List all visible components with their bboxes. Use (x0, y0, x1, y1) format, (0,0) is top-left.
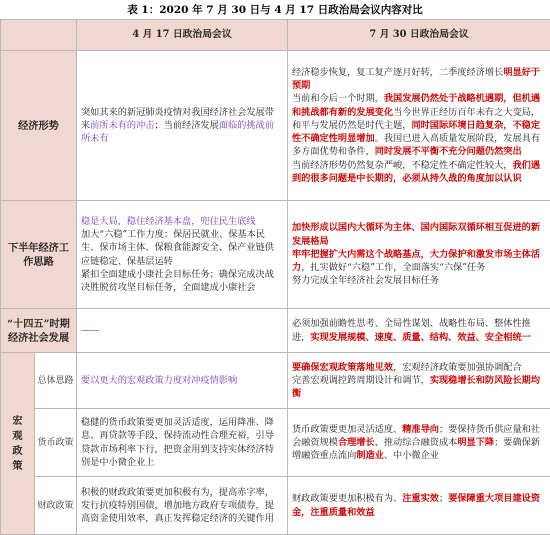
row-label-economy: 经济形势 (1, 51, 77, 201)
h2-july-p2 (292, 248, 546, 274)
highlight-text: 实现发展规模、速度、质量、结构、效益、安全相统一 (310, 332, 531, 343)
emphasis-text: 面临的挑战前所未有 (81, 120, 274, 144)
economy-july-p3 (292, 159, 546, 185)
fiscal-july-text (292, 492, 546, 518)
sublabel-overall: 总体思路 (35, 353, 77, 409)
header-row (1, 20, 550, 51)
macro-label: 宏观政策 (12, 414, 24, 474)
highlight-text: 我国发展仍然处于战略机遇期，但机遇和挑战都有新的发展变化 (292, 93, 540, 117)
highlight-text: 加快形成以国内大循环为主体、国内国际双循环相互促进的新发展格局 (292, 222, 540, 246)
h2-april-cell (77, 201, 288, 309)
body-text: 加大“六稳”工作力度：保居民就业、保基本民生、保市场主体、保粮食能源安全、保产业链供应链稳定、保基层运转 (81, 229, 274, 266)
body-text: 、中小微企业 (384, 450, 439, 461)
economy-april-text (81, 106, 283, 146)
h2-july-p1 (292, 221, 546, 247)
row-macro-monetary (1, 409, 550, 477)
emphasis-text: 前所未有的冲击 (90, 120, 154, 131)
body-text: 。我国已进入高质量发展阶段，发展具有多方面优势和条件， (292, 133, 540, 157)
overall-july-p2 (292, 374, 546, 400)
monetary-july-cell (288, 409, 550, 477)
body-text: 完善宏观调控跨周期设计和调节， (292, 375, 430, 386)
body-text: 突如其来的新冠肺炎疫情对我国经济社会发展带来 (81, 107, 274, 131)
highlight-text: 同时发展不平衡不充分问题仍然突出 (375, 146, 522, 157)
body-text: ；要确保新增融资重点流向 (292, 437, 540, 461)
h2-april-p3 (81, 268, 283, 294)
economy-july-p1 (292, 66, 546, 92)
body-text: ，扎实做好“六稳”工作，全面落实“六保”任务 (301, 262, 485, 273)
economy-july-p2 (292, 92, 546, 158)
h2-july-cell (288, 201, 550, 309)
highlight-text: 合理增长 (338, 437, 375, 448)
header-april: 4 月 17 日政治局会议 (77, 20, 288, 51)
body-text: 必须加强前瞻性思考、全局性谋划、战略性布局、整体性推进， (292, 318, 531, 342)
body-text: 当今世界正经历百年未有之大变局，和平与发展仍然是时代主题， (292, 107, 540, 131)
h2-july-p3 (292, 274, 546, 287)
table-title: 表 1：2020 年 7 月 30 日与 4 月 17 日政治局会议内容对比 (0, 1, 550, 19)
highlight-text: 精准导向 (402, 424, 439, 435)
row-fiveyear (1, 309, 550, 353)
comparison-table (0, 19, 550, 535)
overall-april-cell: 要以更大的宏观政策力度对冲疫情影响 (77, 353, 288, 409)
row-macro-fiscal (1, 477, 550, 535)
h2-april-p2 (81, 228, 283, 268)
body-text: 当前经济形势仍然复杂严峻，不稳定性不确定性较大， (292, 160, 513, 171)
fiscal-july-cell (288, 477, 550, 535)
economy-july-cell (288, 51, 550, 201)
highlight-text: 要保障重大项目建设资金，注重质量和效益 (292, 493, 540, 517)
body-text: 努力完成全年经济社会发展目标任务 (292, 275, 439, 286)
row-macro-overall (1, 353, 550, 409)
body-text: 经济稳步恢复，复工复产逐月好转，二季度经济增长 (292, 67, 503, 78)
highlight-text: 牢牢把握扩大内需这个战略基点，大力保护和激发市场主体活力 (292, 249, 540, 273)
overall-july-cell (288, 353, 550, 409)
body-text: ； (439, 493, 448, 504)
emphasis-text: 稳是大局，稳住经济基本盘，兜住民生底线 (81, 216, 256, 227)
fiscal-april-cell: 积极的财政政策要更加积极有为，提高赤字率，发行抗疫特别国债，增加地方政府专项债券，提高资金使用效率，真正发挥稳定经济的关键作用 (77, 477, 288, 535)
h2-april-p1 (81, 215, 283, 228)
fiveyear-july-text (292, 317, 546, 343)
highlight-text: 明显好于预期 (292, 67, 540, 91)
body-text: ；要保持货币供应量和社会融资规模 (292, 424, 540, 448)
body-text: ；当前经济发展 (155, 120, 219, 131)
row-economy (1, 51, 550, 201)
fiveyear-july-cell (288, 309, 550, 353)
body-text: 货币政策要更加灵活适度、 (292, 424, 402, 435)
sublabel-monetary: 货币政策 (35, 409, 77, 477)
header-corner (1, 20, 77, 51)
highlight-text: 实现稳增长和防风险长期均衡 (292, 375, 540, 399)
highlight-text: 制造业 (356, 450, 384, 461)
highlight-text: 同时国际环境日趋复杂，不稳定性不确定性明显增加 (292, 120, 540, 144)
highlight-text: 注重实效 (402, 493, 439, 504)
body-text: ，推动综合融资成本 (375, 437, 458, 448)
highlight-text: 要确保宏观政策落地见效 (292, 362, 393, 373)
sublabel-fiscal: 财政政策 (35, 477, 77, 535)
highlight-text: 明显下降 (457, 437, 494, 448)
body-text: 紧扣全面建成小康社会目标任务；确保完成决战决胜脱贫攻坚目标任务，全面建成小康社会 (81, 269, 274, 293)
economy-april-cell (77, 51, 288, 201)
overall-july-p1 (292, 361, 546, 374)
row-label-macro (1, 353, 35, 535)
monetary-july-text (292, 423, 546, 463)
row-label-h2: 下半年经济工作思路 (1, 201, 77, 309)
fiveyear-april-cell: —— (77, 309, 288, 353)
row-h2 (1, 201, 550, 309)
body-text: 财政政策要更加积极有为、 (292, 493, 402, 504)
header-july: 7 月 30 日政治局会议 (288, 20, 550, 51)
body-text: 当前和今后一个时期， (292, 93, 384, 104)
highlight-text: 我们遇到的很多问题是中长期的，必须从持久战的角度加以认识 (292, 160, 540, 184)
body-text: ，宏观经济政策要加强协调配合 (393, 362, 522, 373)
monetary-april-cell: 稳健的货币政策要更加灵活适度，运用降准、降息、再贷款等手段，保持流动性合理充裕，引导贷款市场利率下行，把资金用到支持实体经济特别是中小微企业上 (77, 409, 288, 477)
row-label-fiveyear: “十四五”时期经济社会发展 (1, 309, 77, 353)
